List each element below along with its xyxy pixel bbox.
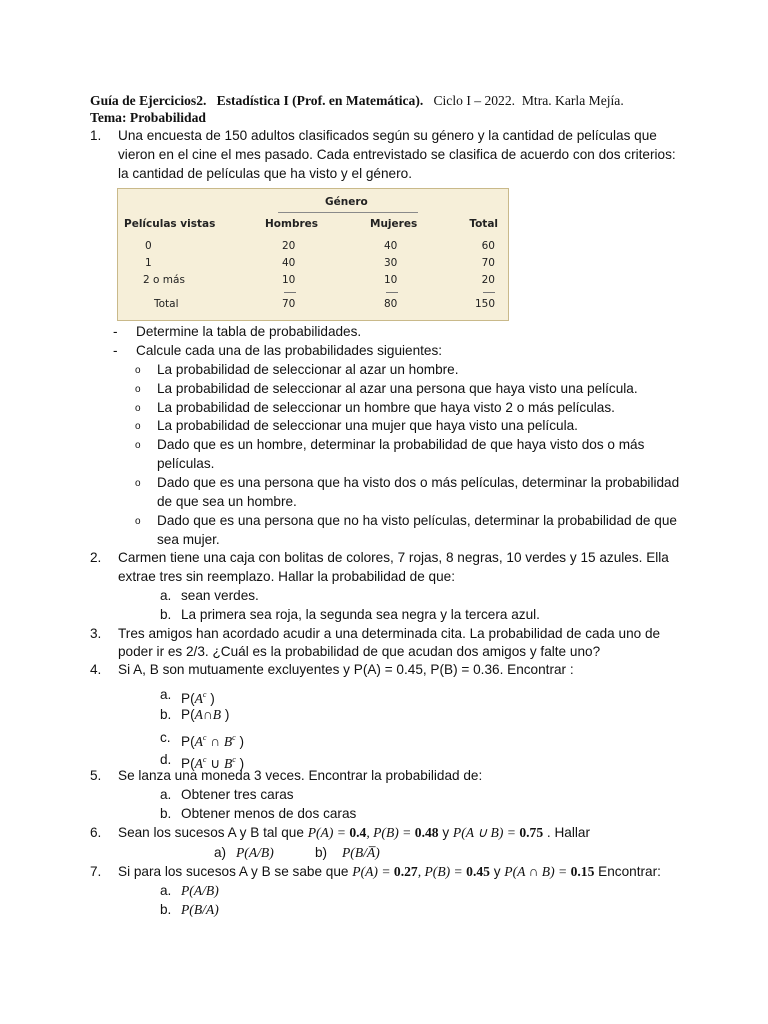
ex4-number: 4. — [90, 662, 102, 677]
ex4-c-label: c. — [160, 730, 171, 745]
guide-title: Guía de Ejercicios2. — [90, 93, 207, 108]
table-group-header: Género — [325, 196, 368, 208]
ex6-a-label: a) — [214, 845, 227, 860]
ex1-item6-line1: Dado que es una persona que ha visto dos o más películas, determinar la probabilidad — [157, 475, 680, 490]
table-col-men: Hombres — [265, 218, 319, 230]
sum-rule-men — [284, 292, 296, 293]
circle-bullet: o — [135, 516, 141, 527]
topic: Tema: Probabilidad — [90, 110, 206, 125]
ex5-a-text: Obtener tres caras — [181, 787, 294, 802]
row-0-men: 20 — [282, 240, 296, 252]
ex2-a-text: sean verdes. — [181, 588, 259, 603]
row-1-label: 1 — [145, 257, 152, 269]
table-col-total: Total — [469, 218, 498, 230]
row-1-men: 40 — [282, 257, 296, 269]
total-row-women: 80 — [384, 298, 398, 310]
ex1-line3: la cantidad de películas que ha visto y el género. — [118, 166, 412, 181]
ex1-item1: La probabilidad de seleccionar al azar un hombre. — [157, 362, 459, 377]
ex7-b-expr: P(B/A) — [181, 902, 219, 917]
ex1-item7-line1: Dado que es una persona que no ha visto películas, determinar la probabilidad de que — [157, 513, 677, 528]
row-0-label: 0 — [145, 240, 152, 252]
ex3-line2: poder ir es 2/3. ¿Cuál es la probabilidad de que acudan dos amigos y falte uno? — [118, 644, 601, 659]
ex2-line2: extrae tres sin reemplazo. Hallar la probabilidad de que: — [118, 569, 456, 584]
ex2-b-label: b. — [160, 607, 172, 622]
row-2-women: 10 — [384, 274, 398, 286]
ex5-b-label: b. — [160, 806, 172, 821]
ex6-b-label: b) — [315, 845, 328, 860]
ex4-a-label: a. — [160, 687, 172, 702]
ex1-task2: Calcule cada una de las probabilidades siguientes: — [136, 343, 443, 358]
course-name: Estadística I (Prof. en Matemática). — [216, 93, 424, 108]
ex4-a-expr: $P(A^c$ ) — [181, 690, 215, 706]
ex3-number: 3. — [90, 626, 102, 641]
row-0-women: 40 — [384, 240, 398, 252]
total-row-total: 150 — [474, 298, 495, 310]
ex4-c-expr: $P(A^c$ ∩ $B^c$ ) — [181, 733, 245, 749]
ex1-number: 1. — [90, 128, 102, 143]
ex1-task1: Determine la tabla de probabilidades. — [136, 324, 362, 339]
ex1-item4: La probabilidad de seleccionar una mujer que haya visto una película. — [157, 418, 578, 433]
total-row-label: Total — [154, 298, 179, 310]
teacher: Mtra. Karla Mejía. — [521, 93, 624, 108]
ex7-a-expr: P(A/B) — [181, 883, 219, 898]
ex5-b-text: Obtener menos de dos caras — [181, 806, 357, 821]
document-header — [90, 92, 624, 110]
ex1-item6-line2: de que sea un hombre. — [157, 494, 297, 509]
ex7-b-label: b. — [160, 902, 172, 917]
row-1-women: 30 — [384, 257, 398, 269]
ex5-line1: Se lanza una moneda 3 veces. Encontrar la probabilidad de: — [118, 768, 483, 783]
ex6-number: 6. — [90, 825, 102, 840]
ex7-line1: Si para los sucesos A y B se sabe que P(A) = 0.27, P(B) = 0.45 y P(A ∩ B) = 0.15 Encontrar: — [118, 864, 661, 879]
ex1-item5-line1: Dado que es un hombre, determinar la probabilidad de que haya visto dos o más — [157, 437, 645, 452]
ex1-item2: La probabilidad de seleccionar al azar una persona que haya visto una película. — [157, 381, 638, 396]
sum-rule-women — [386, 292, 398, 293]
ex1-item5-line2: películas. — [157, 456, 215, 471]
row-0-total: 60 — [481, 240, 495, 252]
ex4-b-expr: P(A∩B ) — [181, 707, 230, 722]
ex1-item7-line2: sea mujer. — [157, 532, 220, 547]
ex3-line1: Tres amigos han acordado acudir a una determinada cita. La probabilidad de cada uno de — [118, 626, 661, 641]
total-row-men: 70 — [282, 298, 296, 310]
ex6-a-expr: P(A/B) — [236, 845, 274, 860]
ex2-a-label: a. — [160, 588, 172, 603]
circle-bullet: o — [135, 421, 141, 432]
ex5-number: 5. — [90, 768, 102, 783]
dash-bullet: - — [113, 324, 118, 339]
table-col-movies: Películas vistas — [124, 218, 216, 230]
ex7-a-label: a. — [160, 883, 172, 898]
sum-rule-total — [483, 292, 495, 293]
ex2-number: 2. — [90, 550, 102, 565]
ex6-b-expr: P(B/A̅) — [342, 845, 380, 860]
ex4-b-label: b. — [160, 707, 172, 722]
cycle: Ciclo I – 2022. — [433, 93, 516, 108]
row-1-total: 70 — [481, 257, 495, 269]
circle-bullet: o — [135, 384, 141, 395]
ex4-d-expr: $P(A^c$ ∪ $B^c$ ) — [181, 755, 245, 771]
ex1-line1: Una encuesta de 150 adultos clasificados según su género y la cantidad de películas que — [118, 128, 657, 143]
ex1-item3: La probabilidad de seleccionar un hombre que haya visto 2 o más películas. — [157, 400, 615, 415]
ex2-b-text: La primera sea roja, la segunda sea negra y la tercera azul. — [181, 607, 540, 622]
ex4-d-label: d. — [160, 752, 172, 767]
circle-bullet: o — [135, 403, 141, 414]
ex2-line1: Carmen tiene una caja con bolitas de colores, 7 rojas, 8 negras, 10 verdes y 15 azules. Ella — [118, 550, 669, 565]
circle-bullet: o — [135, 440, 141, 451]
ex5-a-label: a. — [160, 787, 172, 802]
row-2-total: 20 — [481, 274, 495, 286]
row-2-label: 2 o más — [143, 274, 185, 286]
table-col-women: Mujeres — [370, 218, 418, 230]
ex6-line1: Sean los sucesos A y B tal que P(A) = 0.4, P(B) = 0.48 y P(A ∪ B) = 0.75 . Hallar — [118, 825, 590, 840]
ex1-line2: vieron en el cine el mes pasado. Cada entrevistado se clasifica de acuerdo con dos criterios: — [118, 147, 676, 162]
group-header-rule — [278, 212, 418, 213]
ex4-line1: Si A, B son mutuamente excluyentes y P(A) = 0.45, P(B) = 0.36. Encontrar : — [118, 662, 574, 677]
row-2-men: 10 — [282, 274, 296, 286]
movies-gender-table — [117, 188, 509, 321]
ex7-number: 7. — [90, 864, 102, 879]
dash-bullet: - — [113, 343, 118, 358]
circle-bullet: o — [135, 365, 141, 376]
circle-bullet: o — [135, 478, 141, 489]
